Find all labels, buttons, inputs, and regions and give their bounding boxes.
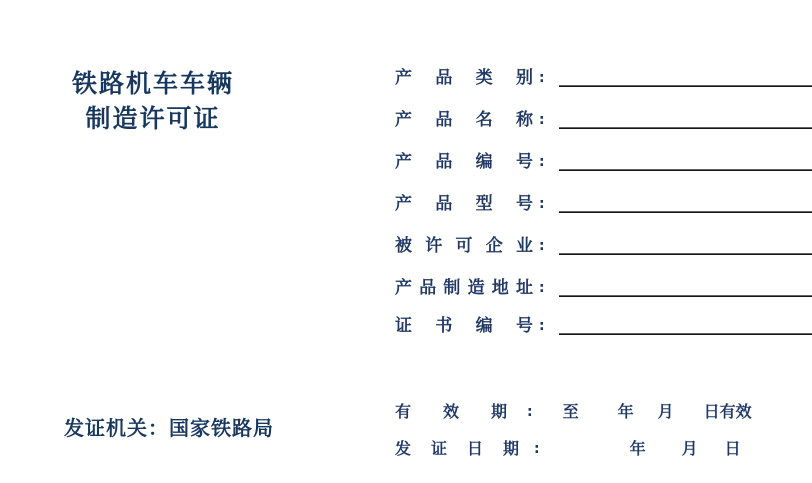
product-category-label: 产 品 类 别 — [395, 68, 533, 88]
product-category-blank-line — [559, 85, 812, 87]
row-issue-date — [395, 440, 741, 458]
issue-date-colon: : — [534, 441, 540, 457]
product-category-colon: : — [539, 70, 545, 86]
manufacturing-address-blank-line — [559, 295, 812, 297]
product-number-label: 产 品 编 号 — [395, 152, 533, 172]
row-product-category — [395, 68, 812, 88]
row-product-name — [395, 110, 812, 130]
row-certificate-number — [395, 316, 812, 336]
licensed-enterprise-blank-line — [559, 253, 812, 255]
product-name-blank-line — [559, 127, 812, 129]
product-model-label: 产 品 型 号 — [395, 194, 533, 214]
issue-date-label: 发 证 日 期 — [395, 439, 519, 458]
issuing-authority: 发证机关：国家铁路局 — [64, 416, 274, 440]
product-model-blank-line — [559, 211, 812, 213]
certificate-title-line1: 铁路机车车辆 — [71, 69, 234, 98]
certificate-number-label: 证 书 编 号 — [395, 316, 533, 336]
product-name-label: 产 品 名 称 — [395, 110, 533, 130]
validity-period-label: 有 效 期 — [395, 402, 507, 421]
manufacturing-address-colon: : — [539, 280, 545, 296]
validity-month-text: 月 — [657, 402, 674, 421]
manufacturing-address-label: 产 品 制 造 地 址 — [395, 278, 533, 298]
product-name-colon: : — [539, 112, 545, 128]
product-model-colon: : — [539, 196, 545, 212]
validity-until-text: 至 — [562, 402, 579, 421]
validity-period-colon: : — [527, 404, 533, 420]
row-validity-period — [395, 403, 752, 421]
validity-day-suffix-text: 日有效 — [703, 402, 752, 421]
licensed-enterprise-colon: : — [539, 238, 545, 254]
issue-date-month-text: 月 — [681, 439, 698, 458]
licensed-enterprise-label: 被 许 可 企 业 — [395, 236, 533, 256]
certificate-title-line2: 制造许可证 — [85, 104, 221, 133]
issue-date-day-text: 日 — [724, 439, 741, 458]
validity-year-text: 年 — [617, 402, 634, 421]
row-product-number — [395, 152, 812, 172]
certificate-number-blank-line — [559, 333, 812, 335]
product-number-colon: : — [539, 154, 545, 170]
certificate-title — [38, 66, 268, 136]
certificate-number-colon: : — [539, 318, 545, 334]
row-product-model — [395, 194, 812, 214]
row-manufacturing-address — [395, 278, 812, 298]
row-licensed-enterprise — [395, 236, 812, 256]
product-number-blank-line — [559, 169, 812, 171]
issue-date-year-text: 年 — [629, 439, 646, 458]
